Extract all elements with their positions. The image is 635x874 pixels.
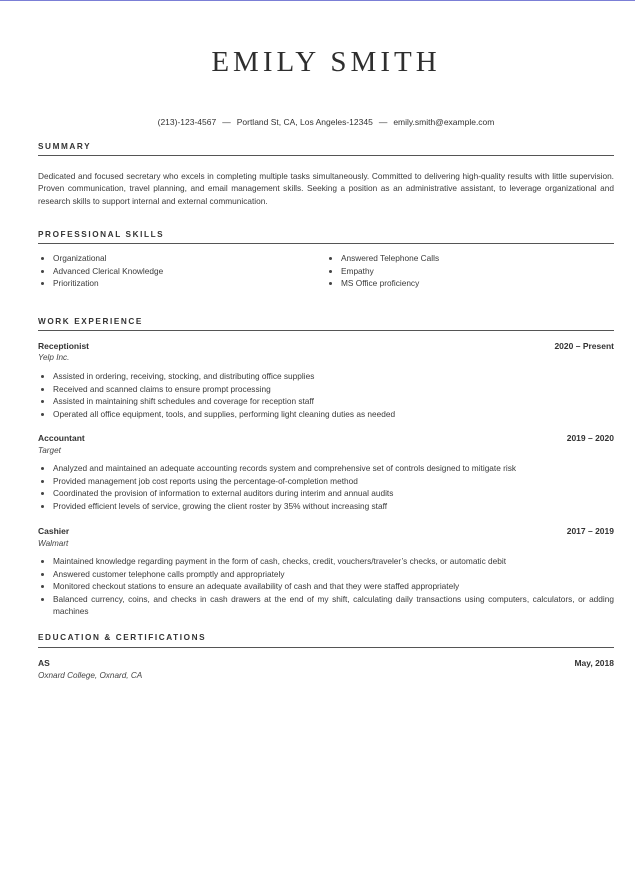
skills-list-left bbox=[38, 252, 308, 290]
job-dates: 2017 – 2019 bbox=[566, 526, 614, 536]
skill-item: Advanced Clerical Knowledge bbox=[38, 265, 308, 278]
job-bullet-list bbox=[38, 555, 614, 618]
top-border bbox=[0, 0, 635, 1]
school: Oxnard College, Oxnard, CA bbox=[38, 671, 143, 680]
job-bullet-list bbox=[38, 462, 614, 512]
job-bullet: Maintained knowledge regarding payment in the form of cash, checks, credit, vouchers/traveler’s checks, or automatic debit bbox=[38, 555, 614, 568]
job-company: Yelp Inc. bbox=[38, 353, 70, 362]
job-company: Target bbox=[38, 446, 61, 455]
job-bullet: Assisted in maintaining shift schedules and coverage for reception staff bbox=[38, 395, 614, 408]
skill-item: Organizational bbox=[38, 252, 308, 265]
job-dates: 2019 – 2020 bbox=[566, 433, 614, 443]
job-bullet: Balanced currency, coins, and checks in cash drawers at the end of my shift, calculating daily transactions using computers, calculators, or adding machines bbox=[38, 593, 614, 618]
contact-separator: — bbox=[378, 117, 388, 127]
skill-item: Empathy bbox=[326, 265, 596, 278]
job-bullet: Received and scanned claims to ensure prompt processing bbox=[38, 383, 614, 396]
phone-number: (213)-123-4567 bbox=[157, 117, 217, 127]
section-heading-summary: SUMMARY bbox=[38, 142, 92, 151]
section-heading-education: EDUCATION & CERTIFICATIONS bbox=[38, 633, 207, 642]
job-bullet: Provided efficient levels of service, growing the client roster by 35% without increasing staff bbox=[38, 500, 614, 513]
job-company: Walmart bbox=[38, 539, 69, 548]
job-title: Cashier bbox=[38, 526, 70, 536]
section-divider bbox=[38, 647, 614, 648]
skills-list-right bbox=[326, 252, 596, 290]
degree: AS bbox=[38, 658, 50, 668]
job-bullet: Assisted in ordering, receiving, stocking, and distributing office supplies bbox=[38, 370, 614, 383]
job-title: Receptionist bbox=[38, 341, 90, 351]
job-bullet: Monitored checkout stations to ensure an adequate availability of cash and that they were staffed appropriately bbox=[38, 580, 614, 593]
job-bullet-list bbox=[38, 370, 614, 420]
job-bullet: Analyzed and maintained an adequate accounting records system and comprehensive set of controls designed to mitigate risk bbox=[38, 462, 614, 475]
graduation-date: May, 2018 bbox=[574, 658, 614, 668]
skill-item: Answered Telephone Calls bbox=[326, 252, 596, 265]
section-heading-experience: WORK EXPERIENCE bbox=[38, 317, 143, 326]
job-bullet: Answered customer telephone calls promptly and appropriately bbox=[38, 568, 614, 581]
skill-item: MS Office proficiency bbox=[326, 277, 596, 290]
job-bullet: Operated all office equipment, tools, and supplies, performing light cleaning duties as needed bbox=[38, 408, 614, 421]
skill-item: Prioritization bbox=[38, 277, 308, 290]
summary-text: Dedicated and focused secretary who excels in completing multiple tasks simultaneously. Committed to delivering high-quality results with little supervision. Proven communication, travel planning, and email management skills. Seeking a position as an administrative assistant, to leverage organizational and research skills to support internal and external communication. bbox=[38, 171, 614, 206]
job-bullet: Provided management job cost reports using the percentage-of-completion method bbox=[38, 475, 614, 488]
contact-separator: — bbox=[222, 117, 231, 127]
contact-line bbox=[38, 117, 614, 127]
address: Portland St, CA, Los Angeles-12345 bbox=[236, 117, 373, 127]
job-title: Accountant bbox=[38, 433, 85, 443]
section-divider bbox=[38, 243, 614, 244]
job-dates: 2020 – Present bbox=[554, 341, 614, 351]
section-divider bbox=[38, 330, 614, 331]
job-bullet: Coordinated the provision of information to external auditors during interim and annual audits bbox=[38, 487, 614, 500]
section-divider bbox=[38, 155, 614, 156]
candidate-name: EMILY SMITH bbox=[211, 46, 441, 78]
section-heading-skills: PROFESSIONAL SKILLS bbox=[38, 230, 165, 239]
email-address: emily.smith@example.com bbox=[393, 117, 495, 127]
